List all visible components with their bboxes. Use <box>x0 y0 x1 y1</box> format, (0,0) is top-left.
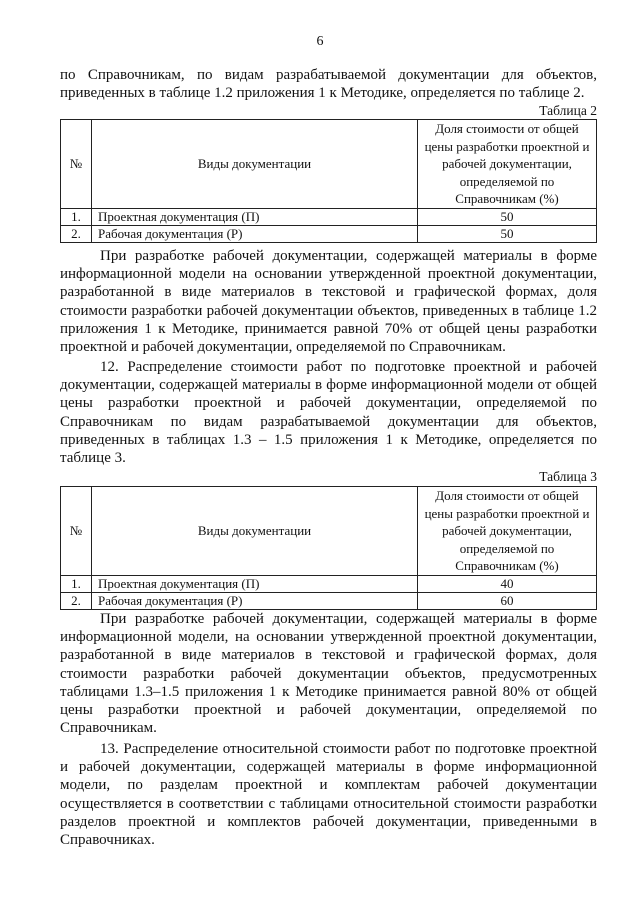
table-2-header-num: № <box>61 120 92 209</box>
table-row <box>61 225 597 242</box>
table-3-row-1-type: Проектная документация (П) <box>92 575 418 592</box>
table-row <box>61 575 597 592</box>
paragraph-12: 12. Распределение стоимости работ по подготовке проектной и рабочей документации, содержащей материалы в форме информационной модели от общей цены разработки проектной и рабочей документации, определяемой по Справочникам по видам разрабатываемой документации для объектов, приведенных в таблицах 1.3 – 1.5 приложения 1 к Методике, определяется по таблице 3. <box>60 359 597 467</box>
table-3-header-type: Виды документации <box>92 487 418 576</box>
table-3-header-num: № <box>61 487 92 576</box>
table-row <box>61 208 597 225</box>
paragraph-after-table-3: При разработке рабочей документации, содержащей материалы в форме информационной модели, на основании утвержденной проектной документации, разработанной в виде материалов в текстовой и графической формах, доля стоимости разработки рабочей документации объектов, предусмотренных таблицами 1.3–1.5 приложения 1 к Методике принимается равной 80% от общей цены разработки проектной и рабочей документации, определяемой по Справочникам. <box>60 611 597 737</box>
table-2-header-share: Доля стоимости от общей цены разработки проектной и рабочей документации, определяемой по Справочникам (%) <box>418 120 597 209</box>
paragraph-after-table-2: При разработке рабочей документации, содержащей материалы в форме информационной модели на основании утвержденной проектной документации, разработанной в виде материалов в текстовой и графической формах, доля стоимости разработки рабочей документации объектов, приведенных в таблице 1.2 приложения 1 к Методике, принимается равной 70% от общей цены разработки проектной и рабочей документации, определяемой по Справочникам. <box>60 248 597 356</box>
table-2 <box>60 119 597 243</box>
table-2-row-1-share: 50 <box>418 208 597 225</box>
table-2-row-2-num: 2. <box>61 225 92 242</box>
table-3-row-2-share: 60 <box>418 592 597 609</box>
table-row <box>61 592 597 609</box>
table-3-header-row <box>61 487 597 576</box>
intro-paragraph: по Справочникам, по видам разрабатываемой документации для объектов, приведенных в таблице 1.2 приложения 1 к Методике, определяется по таблице 2. <box>60 67 597 102</box>
paragraph-13: 13. Распределение относительной стоимости работ по подготовке проектной и рабочей документации, содержащей материалы в форме информационной модели, по разделам проектной и комплектам рабочей документации осуществляется в соответствии с таблицами относительной стоимости разработки разделов проектной и комплектов рабочей документации, приведенными в Справочниках. <box>60 741 597 849</box>
table-2-row-2-type: Рабочая документация (Р) <box>92 225 418 242</box>
table-2-caption: Таблица 2 <box>539 103 597 118</box>
table-3-caption: Таблица 3 <box>539 469 597 484</box>
table-2-row-1-type: Проектная документация (П) <box>92 208 418 225</box>
table-3-row-1-share: 40 <box>418 575 597 592</box>
table-2-header-type: Виды документации <box>92 120 418 209</box>
table-3-row-1-num: 1. <box>61 575 92 592</box>
page-number: 6 <box>316 34 324 49</box>
table-3-row-2-type: Рабочая документация (Р) <box>92 592 418 609</box>
table-2-row-2-share: 50 <box>418 225 597 242</box>
table-2-header-row <box>61 120 597 209</box>
table-3-row-2-num: 2. <box>61 592 92 609</box>
table-3 <box>60 486 597 610</box>
table-3-header-share: Доля стоимости от общей цены разработки проектной и рабочей документации, определяемой по Справочникам (%) <box>418 487 597 576</box>
table-2-row-1-num: 1. <box>61 208 92 225</box>
